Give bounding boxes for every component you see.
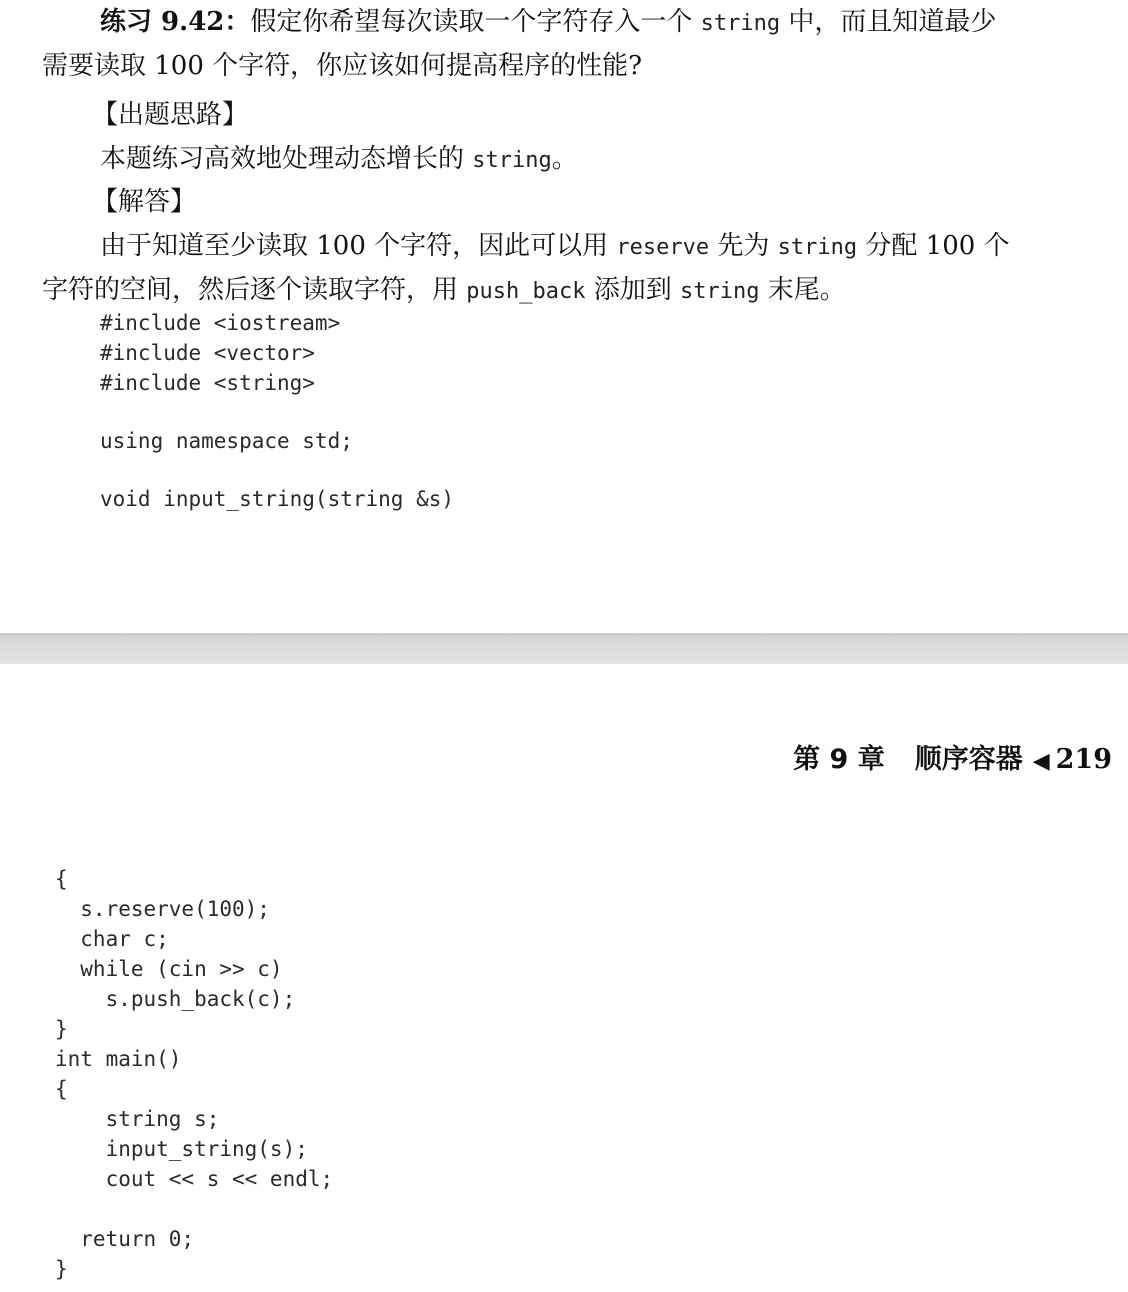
exercise-label: 练习 9.42 <box>100 7 225 37</box>
answer-text-2: 先为 <box>709 231 778 261</box>
idea-code-string: string <box>472 148 552 173</box>
running-header <box>793 740 1112 782</box>
code-line: int main() <box>55 1047 182 1071</box>
answer-heading: 【解答】 <box>92 187 197 217</box>
code-line: s.reserve(100); <box>55 897 270 921</box>
code-line: } <box>55 1257 68 1281</box>
question-text-2: 中，而且知道最少 <box>780 7 997 37</box>
code-line: char c; <box>55 927 169 951</box>
answer-line-1 <box>100 230 1010 264</box>
code-line: while (cin >> c) <box>55 957 283 981</box>
code-line: #include <string> <box>100 371 315 395</box>
answer-text-6: 末尾。 <box>759 275 846 305</box>
code-line: cout << s << endl; <box>55 1167 334 1191</box>
question-text-1: 假定你希望每次读取一个字符存入一个 <box>250 7 701 37</box>
answer-text-4: 字符的空间，然后逐个读取字符，用 <box>42 275 467 305</box>
chapter-title: 顺序容器 <box>914 744 1023 775</box>
code-line: #include <iostream> <box>100 311 341 335</box>
code-line: input_string(s); <box>55 1137 308 1161</box>
page-number: 219 <box>1055 744 1112 775</box>
page-separator <box>0 633 1128 664</box>
answer-code-push-back: push_back <box>466 279 586 304</box>
code-line: s.push_back(c); <box>55 987 296 1011</box>
code-line: using namespace std; <box>100 429 353 453</box>
code-line: { <box>55 1077 68 1101</box>
idea-heading: 【出题思路】 <box>92 100 249 130</box>
answer-code-string-2: string <box>680 279 760 304</box>
idea-text <box>100 143 578 177</box>
answer-text-3: 分配 100 个 <box>857 231 1010 261</box>
top-page <box>0 0 1128 633</box>
exercise-question-line-2: 需要读取 100 个字符，你应该如何提高程序的性能? <box>42 51 643 81</box>
idea-text-end: 。 <box>551 144 578 174</box>
code-line: } <box>55 1017 68 1041</box>
code-line: string s; <box>55 1107 220 1131</box>
idea-text-body: 本题练习高效地处理动态增长的 <box>100 144 473 174</box>
code-line: return 0; <box>55 1227 195 1251</box>
exercise-colon: ： <box>224 7 251 37</box>
answer-code-reserve: reserve <box>616 235 710 260</box>
answer-text-5: 添加到 <box>585 275 681 305</box>
answer-text-1: 由于知道至少读取 100 个字符，因此可以用 <box>100 231 617 261</box>
answer-code-string-1: string <box>777 235 858 260</box>
code-line: { <box>55 867 68 891</box>
code-line: #include <vector> <box>100 341 315 365</box>
question-code-string: string <box>700 11 781 36</box>
chapter-label: 第 9 章 <box>793 744 885 775</box>
exercise-question-line-1 <box>100 6 996 40</box>
code-line: void input_string(string &s) <box>100 487 455 511</box>
answer-line-2 <box>42 274 846 308</box>
left-triangle-icon: ◀ <box>1032 749 1050 774</box>
